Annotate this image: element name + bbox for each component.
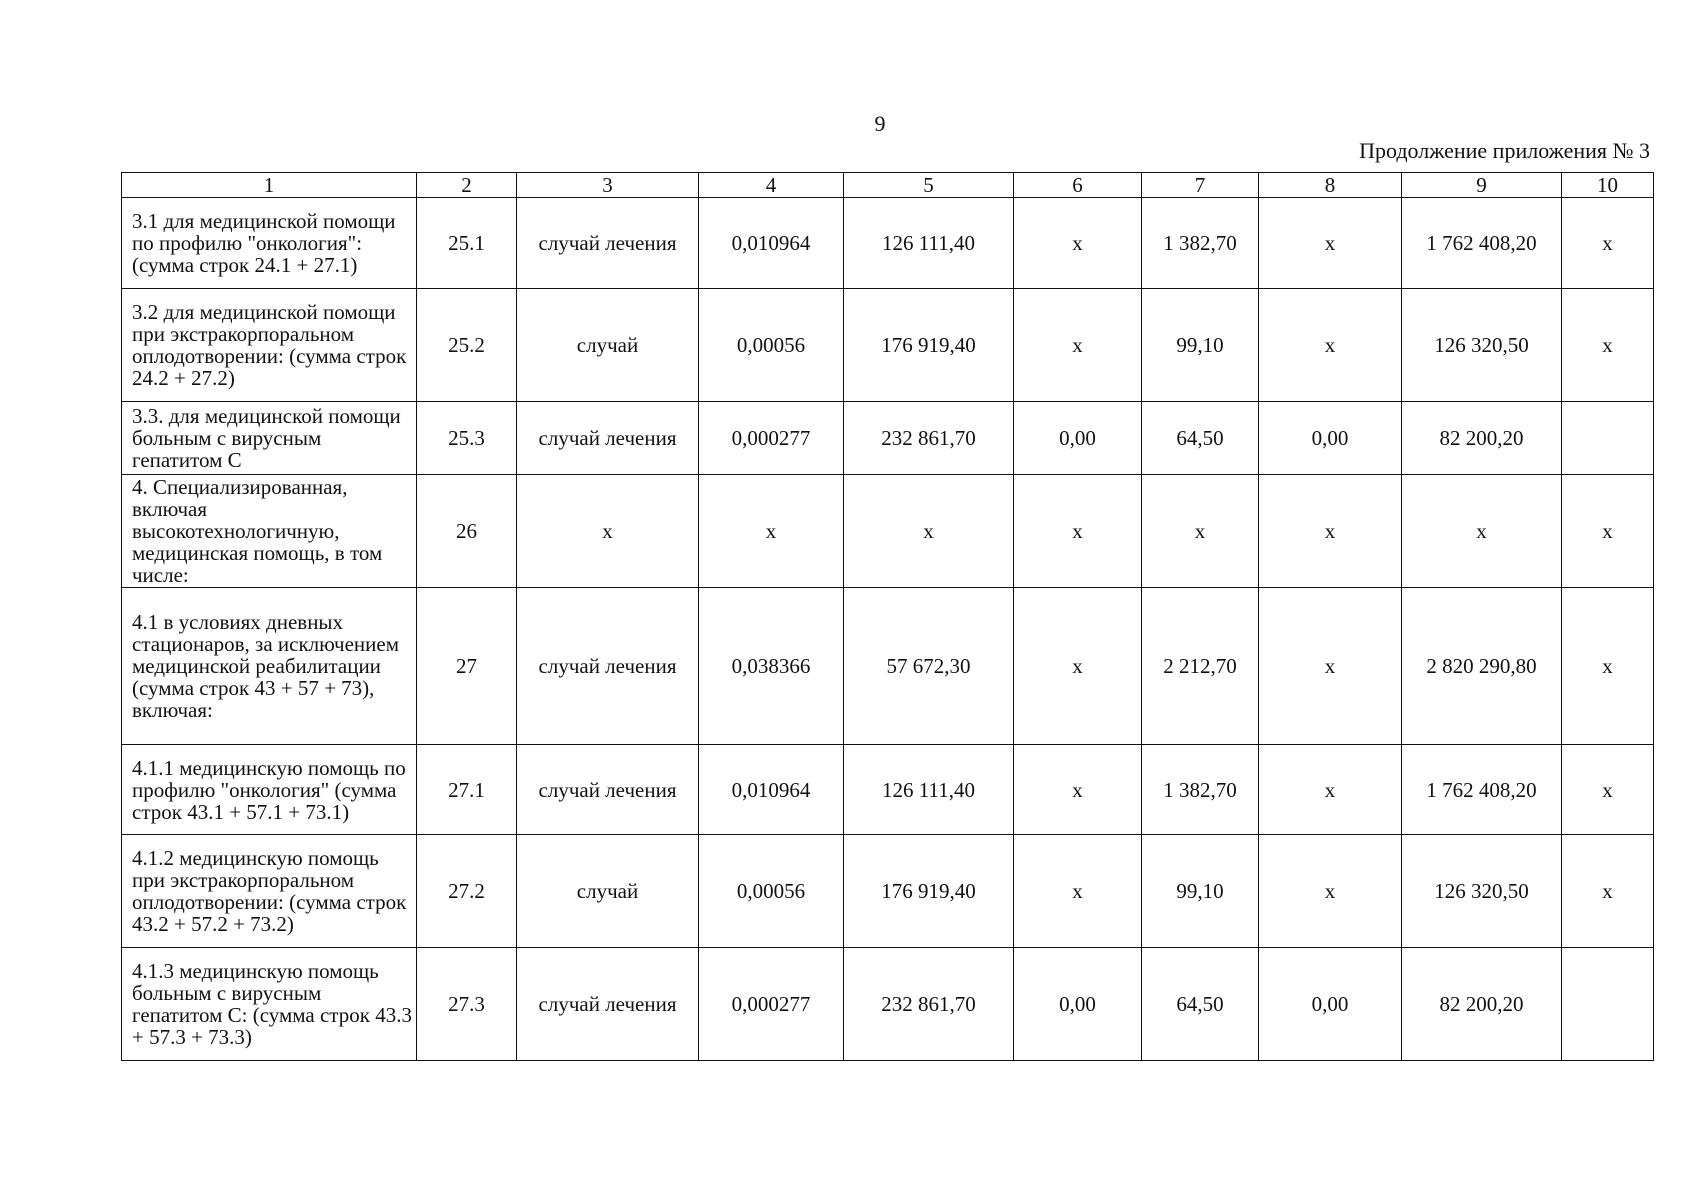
- table-row: [122, 475, 1654, 588]
- appendix-note: Продолжение приложения № 3: [1359, 138, 1650, 163]
- table-cell: х: [1014, 745, 1142, 835]
- table-cell: х: [1014, 475, 1142, 588]
- table-cell: 1 382,70: [1142, 745, 1259, 835]
- unit-cell: случай лечения: [517, 948, 699, 1061]
- table-row: [122, 289, 1654, 402]
- table-cell: 0,00056: [699, 289, 844, 402]
- row-description: 4.1.1 медицинскую помощь по профилю "онкология" (сумма строк 43.1 + 57.1 + 73.1): [122, 745, 417, 835]
- table-cell: х: [1014, 289, 1142, 402]
- table-cell: х: [1259, 588, 1402, 745]
- table-cell: х: [1142, 475, 1259, 588]
- row-code: 27.2: [417, 835, 517, 948]
- table-row: [122, 835, 1654, 948]
- data-table: [121, 172, 1654, 1061]
- table-cell: х: [1562, 198, 1654, 289]
- row-description: 4. Специализированная, включая высокотехнологичную, медицинская помощь, в том числе:: [122, 475, 417, 588]
- unit-cell: случай лечения: [517, 588, 699, 745]
- unit-cell: х: [517, 475, 699, 588]
- table-cell: х: [1014, 588, 1142, 745]
- table-cell: 1 382,70: [1142, 198, 1259, 289]
- table-cell: х: [1014, 835, 1142, 948]
- column-number: 5: [844, 173, 1014, 198]
- table-cell: 232 861,70: [844, 948, 1014, 1061]
- table-cell: 0,000277: [699, 948, 844, 1061]
- column-number: 7: [1142, 173, 1259, 198]
- unit-cell: случай лечения: [517, 402, 699, 475]
- row-code: 27.3: [417, 948, 517, 1061]
- unit-cell: случай: [517, 289, 699, 402]
- table-cell: 0,00056: [699, 835, 844, 948]
- table-cell: х: [1562, 475, 1654, 588]
- table-row: [122, 948, 1654, 1061]
- unit-cell: случай лечения: [517, 198, 699, 289]
- table-cell: 0,010964: [699, 745, 844, 835]
- table-cell: х: [1014, 198, 1142, 289]
- table-cell: [1562, 402, 1654, 475]
- table-row: [122, 198, 1654, 289]
- column-number: 6: [1014, 173, 1142, 198]
- table-cell: 2 820 290,80: [1402, 588, 1562, 745]
- table-cell: х: [699, 475, 844, 588]
- column-number: 3: [517, 173, 699, 198]
- table-cell: 82 200,20: [1402, 402, 1562, 475]
- table-cell: х: [1562, 835, 1654, 948]
- table-cell: 0,000277: [699, 402, 844, 475]
- table-cell: 126 320,50: [1402, 289, 1562, 402]
- table-cell: 126 111,40: [844, 745, 1014, 835]
- page-number: 9: [874, 111, 886, 136]
- table-cell: х: [844, 475, 1014, 588]
- table-cell: 126 111,40: [844, 198, 1014, 289]
- table-cell: 2 212,70: [1142, 588, 1259, 745]
- table-cell: 99,10: [1142, 835, 1259, 948]
- row-code: 27: [417, 588, 517, 745]
- table-row: [122, 402, 1654, 475]
- table-cell: 0,00: [1259, 402, 1402, 475]
- column-number: 8: [1259, 173, 1402, 198]
- table-cell: 0,010964: [699, 198, 844, 289]
- table-cell: 64,50: [1142, 402, 1259, 475]
- row-code: 25.3: [417, 402, 517, 475]
- table-cell: 64,50: [1142, 948, 1259, 1061]
- table-cell: х: [1562, 289, 1654, 402]
- row-description: 4.1.2 медицинскую помощь при экстракорпоральном оплодотворении: (сумма строк 43.2 + 57.2 + 73.2): [122, 835, 417, 948]
- table-cell: 0,038366: [699, 588, 844, 745]
- table-row: [122, 745, 1654, 835]
- table-cell: х: [1402, 475, 1562, 588]
- table-cell: 176 919,40: [844, 835, 1014, 948]
- table-cell: х: [1562, 588, 1654, 745]
- row-description: 3.2 для медицинской помощи при экстракорпоральном оплодотворении: (сумма строк 24.2 + 27.2): [122, 289, 417, 402]
- row-description: 4.1 в условиях дневных стационаров, за исключением медицинской реабилитации (сумма строк 43 + 57 + 73), включая:: [122, 588, 417, 745]
- column-number: 1: [122, 173, 417, 198]
- unit-cell: случай лечения: [517, 745, 699, 835]
- table-cell: х: [1259, 835, 1402, 948]
- table-row: [122, 588, 1654, 745]
- row-description: 3.1 для медицинской помощи по профилю "онкология": (сумма строк 24.1 + 27.1): [122, 198, 417, 289]
- table-cell: 1 762 408,20: [1402, 198, 1562, 289]
- table-cell: х: [1259, 745, 1402, 835]
- column-number: 2: [417, 173, 517, 198]
- row-code: 27.1: [417, 745, 517, 835]
- table-cell: х: [1259, 475, 1402, 588]
- table-cell: 1 762 408,20: [1402, 745, 1562, 835]
- table-cell: [1562, 948, 1654, 1061]
- table-cell: 0,00: [1014, 402, 1142, 475]
- table-cell: 0,00: [1014, 948, 1142, 1061]
- table-cell: х: [1259, 289, 1402, 402]
- table-cell: 99,10: [1142, 289, 1259, 402]
- table-cell: 126 320,50: [1402, 835, 1562, 948]
- table-cell: 232 861,70: [844, 402, 1014, 475]
- column-number: 4: [699, 173, 844, 198]
- row-description: 3.3. для медицинской помощи больным с вирусным гепатитом С: [122, 402, 417, 475]
- table-cell: 57 672,30: [844, 588, 1014, 745]
- table-cell: 176 919,40: [844, 289, 1014, 402]
- column-number: 10: [1562, 173, 1654, 198]
- table-cell: х: [1562, 745, 1654, 835]
- row-code: 26: [417, 475, 517, 588]
- unit-cell: случай: [517, 835, 699, 948]
- row-code: 25.1: [417, 198, 517, 289]
- table-cell: 82 200,20: [1402, 948, 1562, 1061]
- table-header-row: [122, 173, 1654, 198]
- table-cell: х: [1259, 198, 1402, 289]
- column-number: 9: [1402, 173, 1562, 198]
- row-code: 25.2: [417, 289, 517, 402]
- table-cell: 0,00: [1259, 948, 1402, 1061]
- row-description: 4.1.3 медицинскую помощь больным с вирусным гепатитом С: (сумма строк 43.3 + 57.3 + 73.3): [122, 948, 417, 1061]
